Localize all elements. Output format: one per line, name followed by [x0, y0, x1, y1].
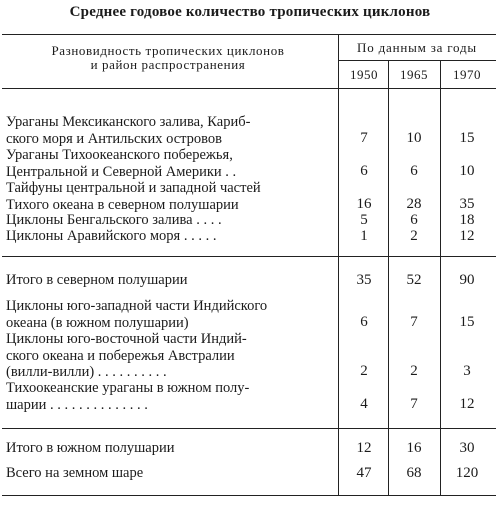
row-label-line: шарии . . . . . . . . . . . . . .	[6, 396, 148, 413]
header-year-1970: 1970	[453, 67, 481, 82]
row-label-line: Всего на земном шаре	[6, 465, 144, 481]
rule-bottom	[2, 495, 496, 496]
row-label-line: Циклоны Бенгальского залива . . . .	[6, 212, 222, 228]
value-1970: 15	[459, 130, 475, 146]
value-1970: 30	[459, 440, 475, 456]
col-divider-1965	[440, 60, 441, 495]
row-label-line: Ураганы Мексиканского залива, Кариб-	[6, 114, 251, 130]
header-year-1965: 1965	[400, 67, 428, 82]
row-label-total-world	[6, 465, 328, 482]
value-1950: 47	[356, 465, 372, 481]
value-1950: 12	[356, 440, 372, 456]
header-years-caption: По данным за годы	[357, 40, 477, 55]
value-1970: 15	[459, 314, 475, 330]
value-1965: 52	[406, 272, 422, 288]
col-divider-1950	[388, 60, 389, 495]
value-1950: 6	[360, 314, 368, 330]
header-label-line1: Разновидность тропических циклонов	[51, 43, 285, 58]
row-label-southeast-indian-australia	[6, 331, 328, 381]
value-1965: 7	[410, 314, 418, 330]
row-label-line: океана (в южном полушарии)	[6, 314, 189, 331]
value-1970: 12	[459, 228, 475, 244]
row-label-total-northern	[6, 272, 328, 289]
row-label-typhoons-pacific	[6, 180, 328, 213]
row-label-line: Итого в южном полушарии	[6, 440, 175, 456]
row-label-line: Тихоокеанские ураганы в южном полу-	[6, 380, 250, 396]
rule-header-bottom	[2, 88, 496, 89]
value-1950: 1	[360, 228, 368, 244]
value-1970: 3	[463, 363, 471, 379]
table-title: Среднее годовое количество тропических циклонов	[69, 4, 431, 20]
row-label-line: Ураганы Тихоокеанского побережья,	[6, 147, 233, 163]
header-label-line2: и район распространения	[90, 57, 246, 72]
value-1965: 2	[410, 363, 418, 379]
value-1970: 120	[455, 465, 479, 481]
row-label-line: Тайфуны центральной и западной частей	[6, 180, 261, 196]
row-label-line: Итого в северном полушарии	[6, 272, 188, 288]
row-label-line: Циклоны Аравийского моря . . . . .	[6, 228, 217, 244]
row-label-arabian-sea	[6, 228, 328, 245]
value-1950: 35	[356, 272, 372, 288]
row-label-bay-of-bengal	[6, 212, 328, 229]
value-1970: 10	[459, 163, 475, 179]
value-1965: 2	[410, 228, 418, 244]
value-1965: 6	[410, 163, 418, 179]
value-1950: 4	[360, 396, 368, 412]
rule-top	[2, 34, 496, 35]
row-label-line: Циклоны юго-западной части Индийского	[6, 298, 268, 314]
value-1950: 16	[356, 196, 372, 212]
value-1965: 6	[410, 212, 418, 228]
value-1965: 28	[406, 196, 422, 212]
rule-years-caption	[338, 60, 496, 61]
header-label	[8, 44, 328, 72]
row-label-line: Тихого океана в северном полушарии	[6, 196, 239, 213]
value-1965: 68	[406, 465, 422, 481]
value-1965: 16	[406, 440, 422, 456]
row-label-line: Центральной и Северной Америки . .	[6, 163, 237, 180]
row-label-total-southern	[6, 440, 328, 457]
row-label-line: ского океана и побережья Австралии	[6, 347, 235, 364]
row-label-line: ского моря и Антильских островов	[6, 130, 223, 147]
value-1950: 5	[360, 212, 368, 228]
row-label-hurricanes-gulf-of-mexico	[6, 114, 328, 147]
rule-section-2	[2, 428, 496, 429]
col-divider-label	[338, 34, 339, 495]
value-1950: 6	[360, 163, 368, 179]
value-1970: 35	[459, 196, 475, 212]
row-label-southwest-indian	[6, 298, 328, 331]
value-1970: 90	[459, 272, 475, 288]
value-1970: 12	[459, 396, 475, 412]
value-1950: 2	[360, 363, 368, 379]
row-label-line: Циклоны юго-восточной части Индий-	[6, 331, 247, 347]
row-label-hurricanes-pacific-coast	[6, 147, 328, 180]
row-label-line: (вилли-вилли) . . . . . . . . . .	[6, 364, 167, 380]
value-1965: 10	[406, 130, 422, 146]
value-1970: 18	[459, 212, 475, 228]
row-label-pacific-hurricanes-southern	[6, 380, 328, 413]
value-1965: 7	[410, 396, 418, 412]
value-1950: 7	[360, 130, 368, 146]
header-year-1950: 1950	[350, 67, 378, 82]
rule-section-1	[2, 256, 496, 257]
